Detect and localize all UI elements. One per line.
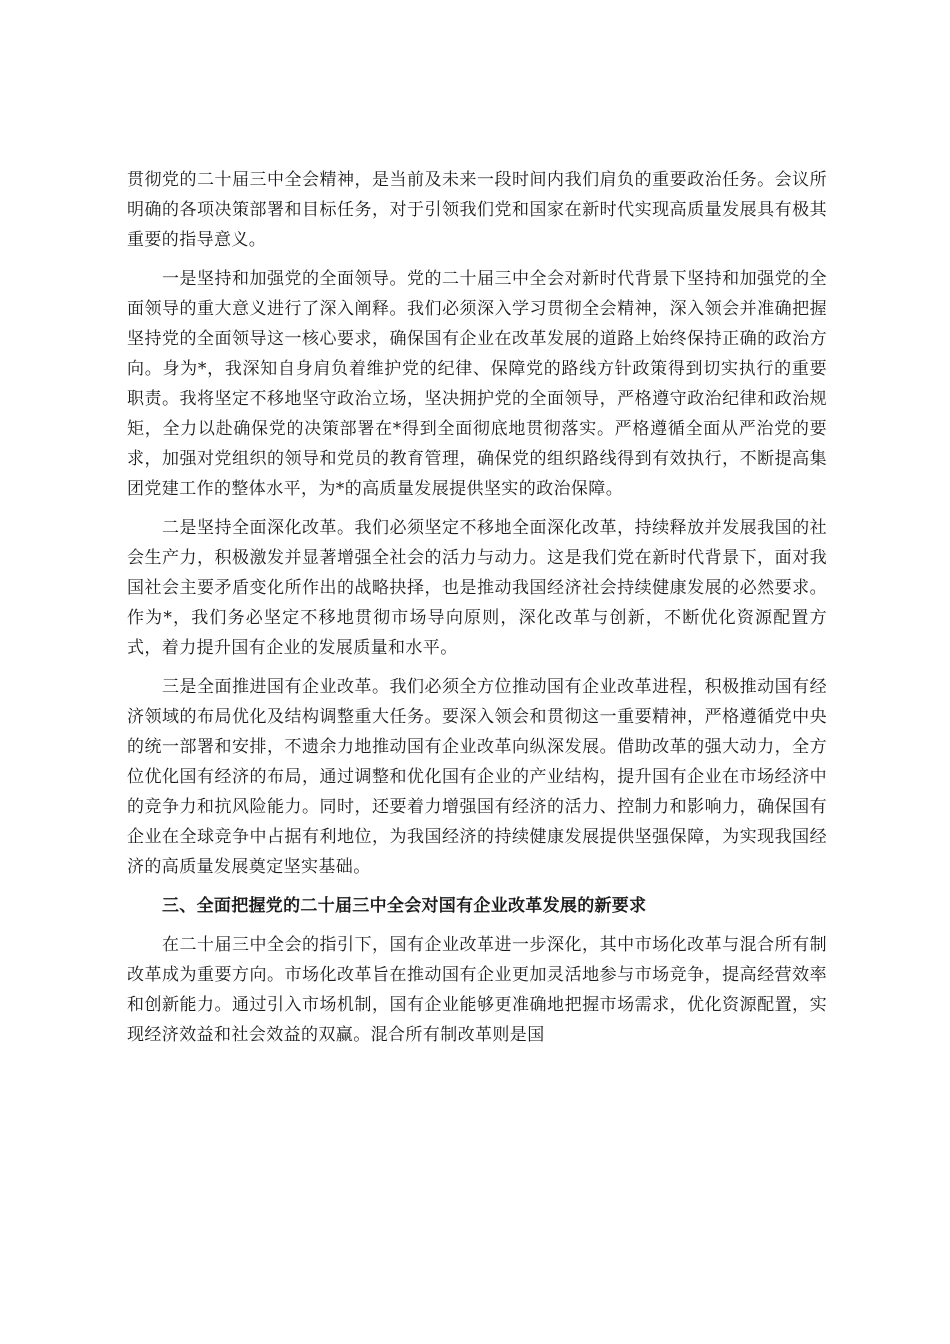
document-body — [127, 165, 827, 1059]
section-heading: 三、全面把握党的二十届三中全会对国有企业改革发展的新要求 — [162, 896, 647, 916]
paragraph-point-one: 一是坚持和加强党的全面领导。党的二十届三中全会对新时代背景下坚持和加强党的全面领导的重大意义进行了深入阐释。我们必须深入学习贯彻全会精神，深入领会并准确把握坚持党的全面领导这一核心要求，确保国有企业在改革发展的道路上始终保持正确的政治方向。身为*，我深知自身肩负着维护党的纪律、保障党的路线方针政策得到切实执行的重要职责。我将坚定不移地坚守政治立场，坚决拥护党的全面领导，严格遵守政治纪律和政治规矩，全力以赴确保党的决策部署在*得到全面彻底地贯彻落实。严格遵循全面从严治党的要求，加强对党组织的领导和党员的教育管理，确保党的组织路线得到有效执行，不断提高集团党建工作的整体水平，为*的高质量发展提供坚实的政治保障。 — [127, 269, 827, 499]
paragraph-intro: 贯彻党的二十届三中全会精神，是当前及未来一段时间内我们肩负的重要政治任务。会议所明确的各项决策部署和目标任务，对于引领我们党和国家在新时代实现高质量发展具有极其重要的指导意义。 — [127, 170, 827, 250]
paragraph-section-three: 在二十届三中全会的指引下，国有企业改革进一步深化，其中市场化改革与混合所有制改革成为重要方向。市场化改革旨在推动国有企业更加灵活地参与市场竞争，提高经营效率和创新能力。通过引入市场机制，国有企业能够更准确地把握市场需求，优化资源配置，实现经济效益和社会效益的双赢。混合所有制改革则是国 — [127, 935, 827, 1045]
paragraph-point-two: 二是坚持全面深化改革。我们必须坚定不移地全面深化改革，持续释放并发展我国的社会生产力，积极激发并显著增强全社会的活力与动力。这是我们党在新时代背景下，面对我国社会主要矛盾变化所作出的战略抉择，也是推动我国经济社会持续健康发展的必然要求。作为*，我们务必坚定不移地贯彻市场导向原则，深化改革与创新，不断优化资源配置方式，着力提升国有企业的发展质量和水平。 — [127, 518, 827, 658]
paragraph-point-three: 三是全面推进国有企业改革。我们必须全方位推动国有企业改革进程，积极推动国有经济领域的布局优化及结构调整重大任务。要深入领会和贯彻这一重要精神，严格遵循党中央的统一部署和安排，不遗余力地推动国有企业改革向纵深发展。借助改革的强大动力，全方位优化国有经济的布局，通过调整和优化国有企业的产业结构，提升国有企业在市场经济中的竞争力和抗风险能力。同时，还要着力增强国有经济的活力、控制力和影响力，确保国有企业在全球竞争中占据有利地位，为我国经济的持续健康发展提供坚强保障，为实现我国经济的高质量发展奠定坚实基础。 — [127, 677, 827, 877]
